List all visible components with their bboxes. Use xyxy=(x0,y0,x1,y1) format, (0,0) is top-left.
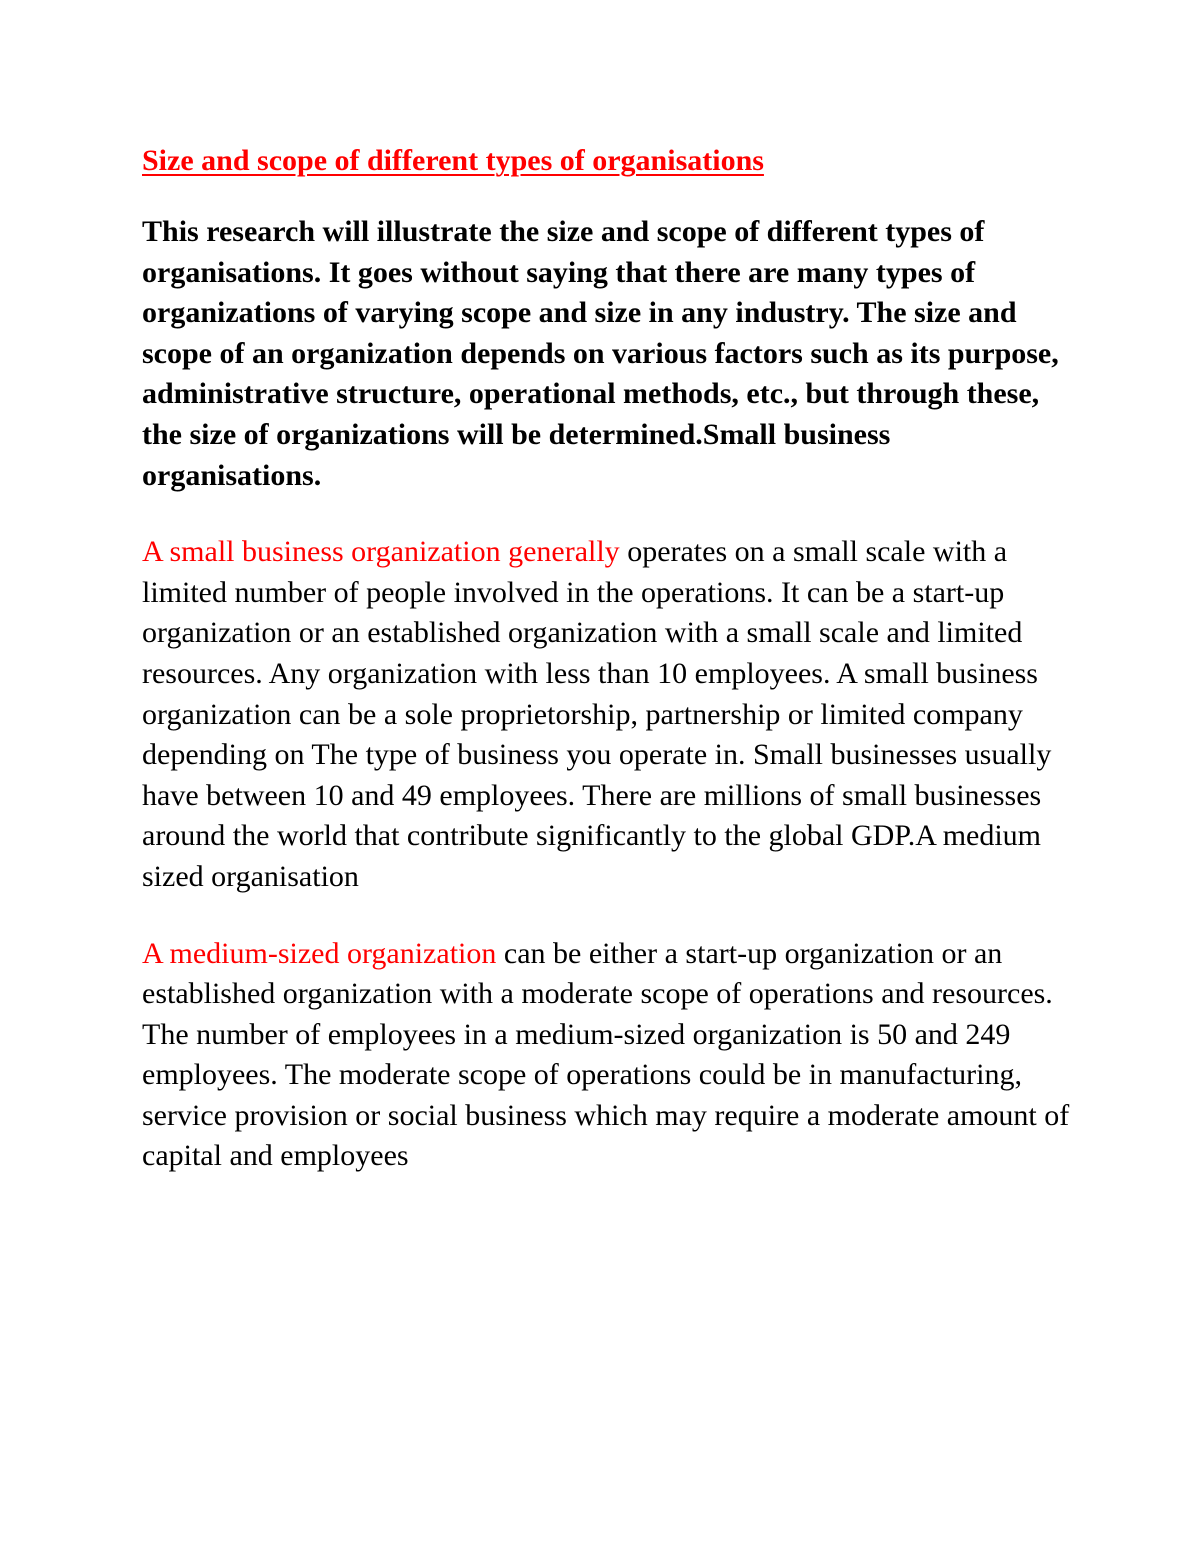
small-business-lead: A small business organization generally xyxy=(142,535,620,569)
intro-paragraph: This research will illustrate the size and scope of different types of organisations. It goes without saying that there are many types of organizations of varying scope and size in any industry. The size and scope of an organization depends on various factors such as its purpose, administrative structure, operational methods, etc., but through these, the size of organizations will be determined.Small business organisations. xyxy=(142,215,1059,492)
document-title: Size and scope of different types of organisations xyxy=(142,144,764,177)
medium-business-paragraph xyxy=(142,934,1072,1178)
small-business-text: operates on a small scale with a limited number of people involved in the operations. It can be a start-up organization or an established organization with a small scale and limited resources. Any organization with less than 10 employees. A small business organization can be a sole proprietorship, partnership or limited company depending on The type of business you operate in. Small businesses usually have between 10 and 49 employees. There are millions of small businesses around the world that contribute significantly to the global GDP.A medium sized organisation xyxy=(142,535,1052,893)
small-business-paragraph xyxy=(142,532,1072,897)
medium-business-text: can be either a start-up organization or an established organization with a moderate scope of operations and resources. The number of employees in a medium-sized organization is 50 and 249 employees. The moderate scope of operations could be in manufacturing, service provision or social business which may require a moderate amount of capital and employees xyxy=(142,936,1070,1173)
medium-business-lead: A medium-sized organization xyxy=(142,936,497,970)
document-body xyxy=(142,140,1072,1213)
